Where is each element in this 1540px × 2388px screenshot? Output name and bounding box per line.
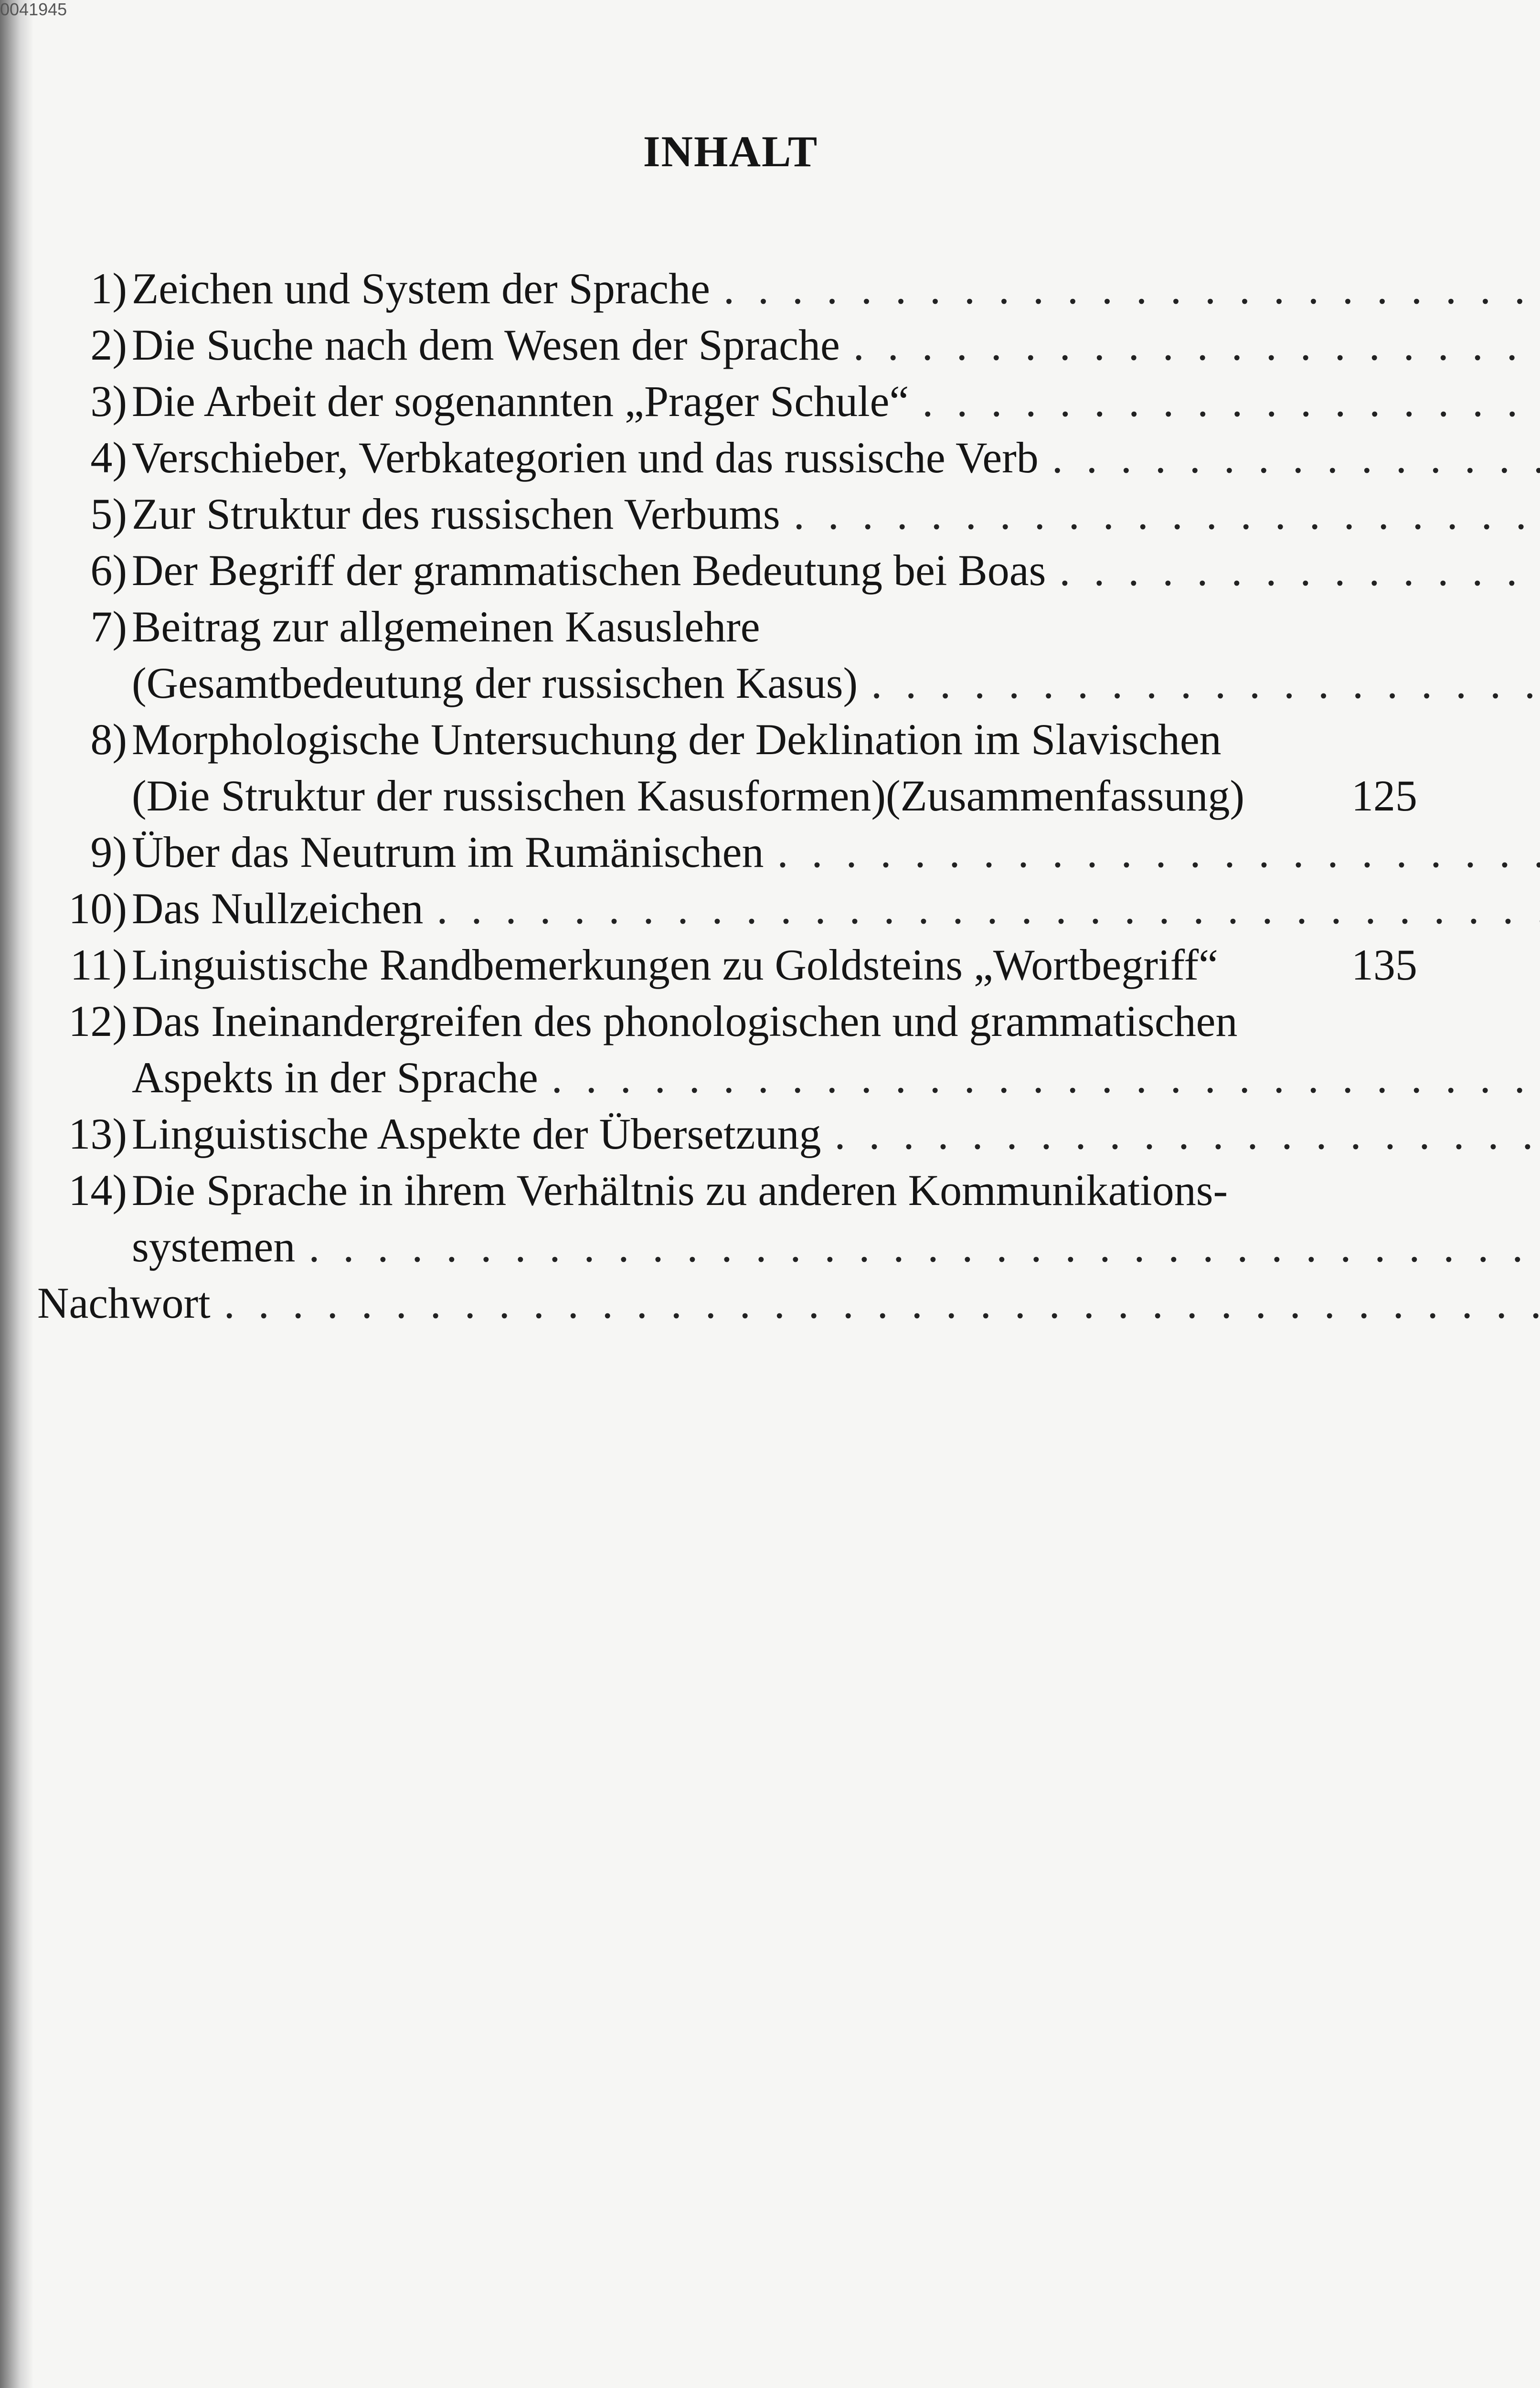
toc-entry-1	[56, 260, 1417, 317]
toc-entry-12	[56, 993, 1417, 1106]
dot-leader	[552, 1049, 1540, 1106]
dot-leader	[723, 260, 1540, 317]
toc-entry-title: Morphologische Untersuchung der Deklination im Slavischen	[132, 715, 1221, 764]
toc-entry-number: 8)	[90, 715, 127, 764]
dot-leader	[1059, 542, 1540, 598]
toc-entry-title: Linguistische Randbemerkungen zu Goldsteins „Wortbegriff“	[132, 940, 1218, 989]
toc-entry-number: 2)	[90, 320, 127, 369]
toc-entry-4	[56, 429, 1417, 486]
toc-entry-number: 11)	[70, 940, 127, 989]
page-title: INHALT	[643, 127, 818, 176]
toc-entry-title: Linguistische Aspekte der Übersetzung	[132, 1109, 821, 1158]
table-of-contents	[37, 260, 1417, 1331]
toc-entry-5	[56, 486, 1417, 542]
dot-leader	[308, 1218, 1540, 1275]
toc-entry-number: 4)	[90, 433, 127, 482]
toc-entry-title: Zur Struktur des russischen Verbums	[132, 490, 780, 538]
toc-page-number: 125	[1351, 771, 1417, 820]
dot-leader	[794, 486, 1540, 542]
toc-entry-10	[56, 880, 1417, 937]
scan-id: 0041945	[0, 0, 67, 19]
toc-entry-title: Das Ineinandergreifen des phonologischen und grammatischen	[132, 997, 1238, 1045]
toc-entry-7	[56, 598, 1417, 711]
toc-entry-title-continued: systemen	[132, 1222, 296, 1271]
toc-entry-6	[56, 542, 1417, 598]
toc-entry-title-continued: Aspekts in der Sprache	[132, 1053, 538, 1102]
toc-entry-title: Verschieber, Verbkategorien und das russische Verb	[132, 433, 1039, 482]
toc-entry-title-continued: (Die Struktur der russischen Kasusformen)(Zusammenfassung)	[132, 771, 1245, 820]
dot-leader	[437, 880, 1540, 937]
dot-leader	[224, 1275, 1540, 1331]
toc-entry-afterword	[37, 1275, 1417, 1331]
toc-entry-number: 6)	[90, 546, 127, 595]
toc-entry-number: 5)	[90, 490, 127, 538]
toc-entry-number: 1)	[90, 264, 127, 313]
toc-entry-title: Die Suche nach dem Wesen der Sprache	[132, 320, 840, 369]
toc-entry-title: Der Begriff der grammatischen Bedeutung bei Boas	[132, 546, 1046, 595]
toc-entry-number: 14)	[68, 1166, 127, 1215]
toc-entry-11	[56, 937, 1417, 993]
toc-entry-title: Beitrag zur allgemeinen Kasuslehre	[132, 602, 760, 651]
toc-entry-number: 13)	[68, 1109, 127, 1158]
toc-entry-title: Über das Neutrum im Rumänischen	[132, 828, 764, 876]
toc-entry-title: Die Sprache in ihrem Verhältnis zu anderen Kommunikations-	[132, 1166, 1228, 1215]
toc-entry-title: Nachwort	[37, 1279, 211, 1327]
dot-leader	[835, 1106, 1540, 1162]
dot-leader	[853, 317, 1540, 373]
dot-leader	[871, 655, 1540, 711]
dot-leader	[1052, 429, 1540, 486]
toc-entry-14	[56, 1162, 1417, 1275]
toc-entry-number: 10)	[68, 884, 127, 933]
toc-entry-title: Die Arbeit der sogenannten „Prager Schule“	[132, 377, 909, 426]
toc-entry-number: 3)	[90, 377, 127, 426]
toc-page-number: 135	[1351, 940, 1417, 989]
toc-entry-3	[56, 373, 1417, 429]
toc-entry-number: 12)	[68, 997, 127, 1045]
scan-edge-shadow	[0, 0, 33, 2388]
toc-entry-title-continued: (Gesamtbedeutung der russischen Kasus)	[132, 659, 858, 707]
toc-entry-13	[56, 1106, 1417, 1162]
dot-leader	[922, 373, 1540, 429]
toc-entry-title: Zeichen und System der Sprache	[132, 264, 710, 313]
toc-entry-title: Das Nullzeichen	[132, 884, 424, 933]
toc-entry-number: 7)	[90, 602, 127, 651]
toc-entry-2	[56, 317, 1417, 373]
toc-entry-number: 9)	[90, 828, 127, 876]
dot-leader	[777, 824, 1540, 880]
toc-entry-8	[56, 711, 1417, 824]
toc-entry-9	[56, 824, 1417, 880]
